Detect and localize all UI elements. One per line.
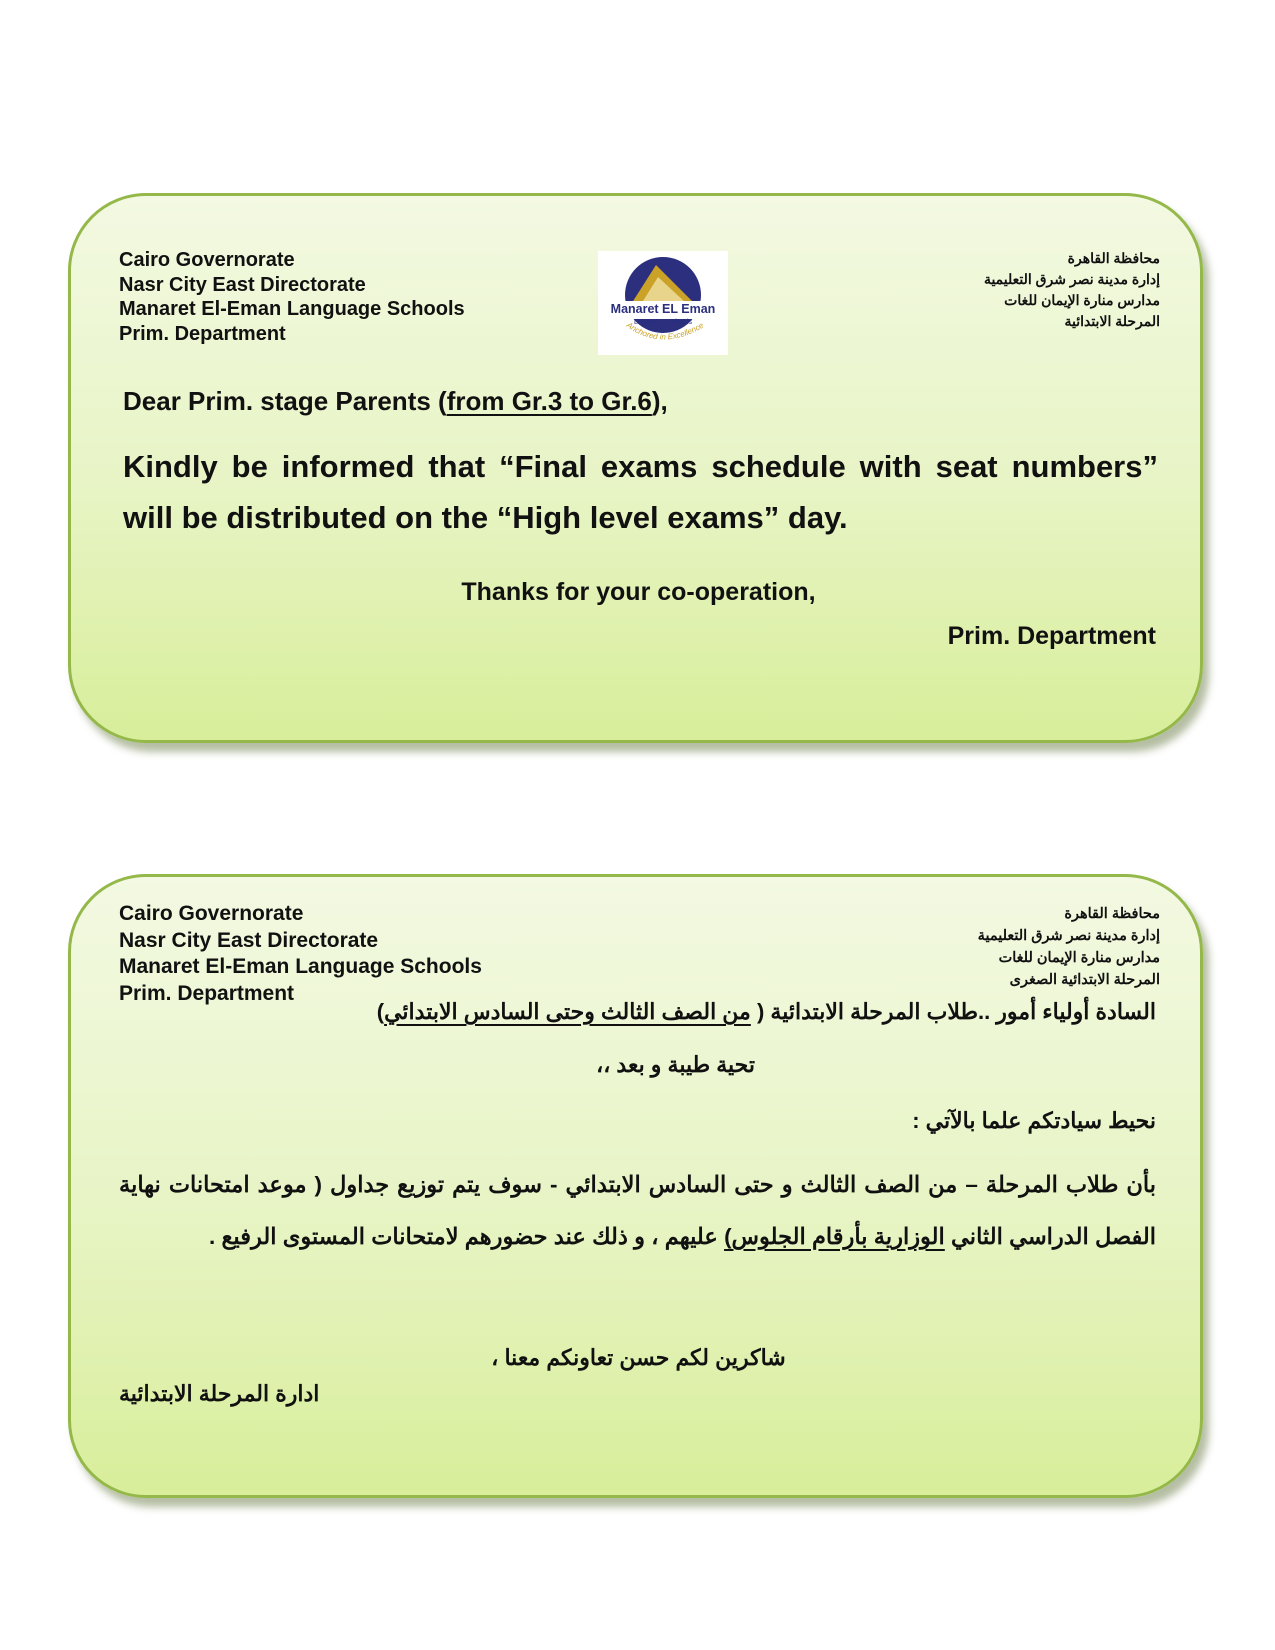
english-header-2 <box>119 901 482 1007</box>
ar-salutation: تحية طيبة و بعد ،، <box>596 1052 755 1077</box>
thanks-line: Thanks for your co-operation, <box>461 578 816 606</box>
greeting-prefix: Dear Prim. stage Parents ( <box>123 386 447 416</box>
ar-header-line-3: مدارس منارة الإيمان للغات <box>1004 292 1160 308</box>
english-notice-card <box>68 193 1203 743</box>
logo-subtitle: Language Schools <box>634 319 692 326</box>
signature: Prim. Department <box>947 622 1156 650</box>
arabic-notice-card <box>68 874 1203 1498</box>
ar-notice-body <box>119 1159 1156 1263</box>
ar-header-line-4: المرحلة الابتدائية <box>1064 313 1160 329</box>
header-line-department: Prim. Department <box>119 322 286 345</box>
ar-grade-range: من الصف الثالث وحتى السادس الابتدائي <box>384 999 751 1024</box>
arabic-header <box>984 248 1160 332</box>
ar-signature: ادارة المرحلة الابتدائية <box>119 1381 320 1406</box>
ar-greeting-line <box>377 999 1156 1025</box>
ar-header-line-4: المرحلة الابتدائية الصغرى <box>1009 972 1160 988</box>
logo-motto: Anchored in Excellence <box>624 320 706 342</box>
grade-range: from Gr.3 to Gr.6 <box>446 386 652 416</box>
ar-thanks: شاكرين لكم حسن تعاونكم معنا ، <box>491 1345 786 1370</box>
ar-body-part1: بأن طلاب المرحلة – من الصف الثالث و حتى السادس الابتدائي - سوف يتم توزيع جداول ( موعد امتحانات نهاية الفصل الدراسي الثاني <box>119 1172 1156 1249</box>
ar-header-line-1: محافظة القاهرة <box>1064 906 1160 922</box>
header-line-governorate: Cairo Governorate <box>119 902 304 925</box>
ar-header-line-1: محافظة القاهرة <box>1067 250 1160 266</box>
ar-greeting-suffix: ) <box>376 999 385 1024</box>
ar-header-line-3: مدارس منارة الإيمان للغات <box>998 950 1160 966</box>
header-line-governorate: Cairo Governorate <box>119 249 295 271</box>
greeting-suffix: ), <box>651 386 668 416</box>
header-line-school: Manaret El-Eman Language Schools <box>119 298 465 320</box>
header-line-school: Manaret El-Eman Language Schools <box>119 955 482 978</box>
school-logo <box>598 251 728 355</box>
ar-body-underlined: الوزارية بأرقام الجلوس) <box>724 1224 945 1249</box>
header-line-directorate: Nasr City East Directorate <box>119 273 366 296</box>
header-line-directorate: Nasr City East Directorate <box>119 928 379 952</box>
ar-header-line-2: إدارة مدينة نصر شرق التعليمية <box>977 928 1160 944</box>
arabic-header-2 <box>978 903 1160 991</box>
logo-name: Manaret EL Eman <box>610 302 716 316</box>
ar-intro: نحيط سيادتكم علما بالآتي : <box>912 1108 1156 1133</box>
ar-greeting-prefix: السادة أولياء أمور ..طلاب المرحلة الابتدائية ( <box>750 999 1156 1024</box>
english-header <box>119 248 465 346</box>
greeting-line <box>123 386 668 417</box>
header-line-department: Prim. Department <box>119 981 295 1005</box>
ar-header-line-2: إدارة مدينة نصر شرق التعليمية <box>983 271 1160 287</box>
notice-body: Kindly be informed that “Final exams schedule with seat numbers” will be distributed on the “High level exams” day. <box>123 449 1158 535</box>
ar-body-part2: عليهم ، و ذلك عند حضورهم لامتحانات المستوى الرفيع . <box>208 1224 725 1249</box>
